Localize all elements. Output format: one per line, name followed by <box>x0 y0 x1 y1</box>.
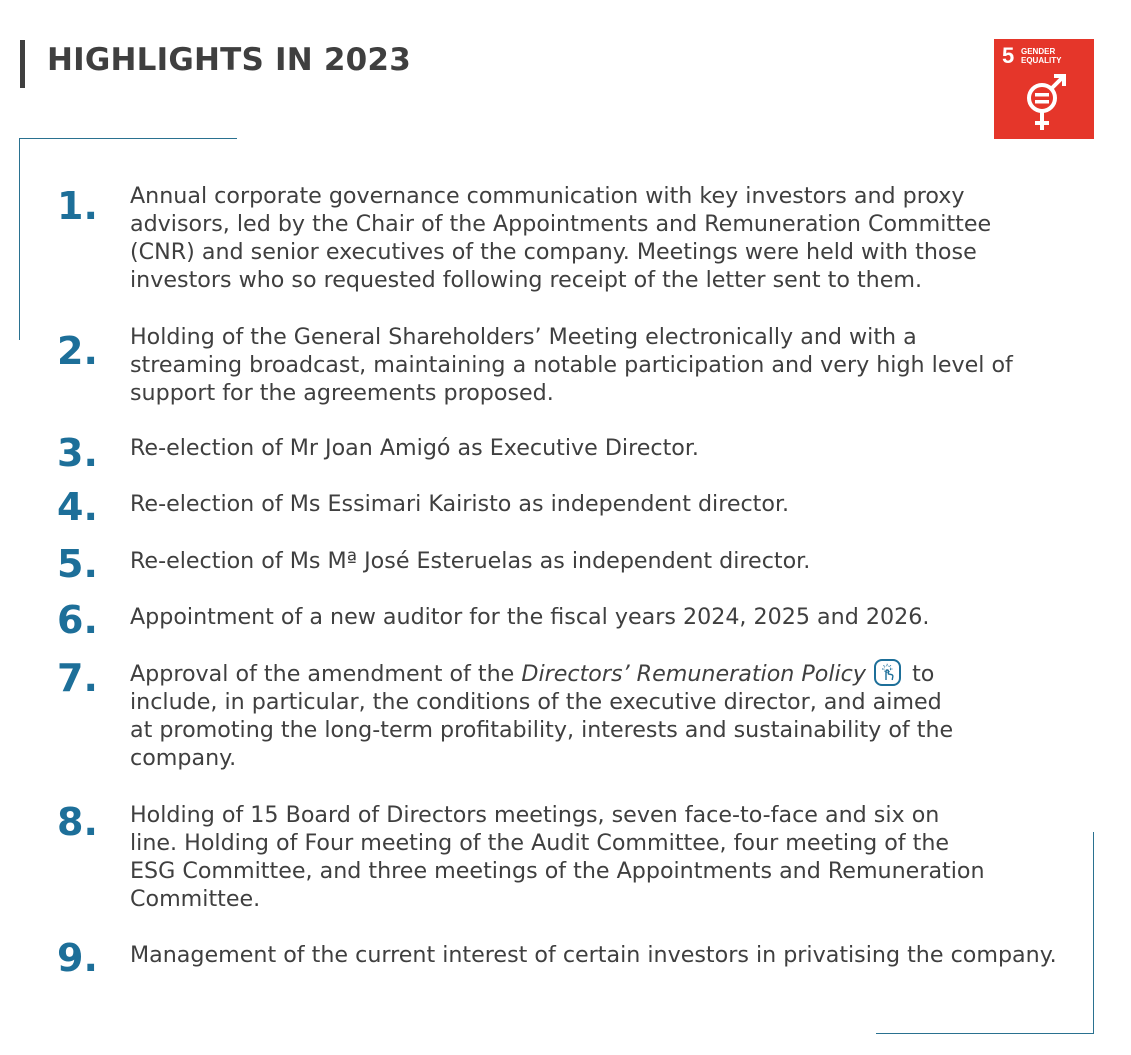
item-text: Holding of 15 Board of Directors meetings, seven face-to-face and six on line. Holding of Four meeting of the Audit Committee, four meeting of the ESG Committee, and three meetings of the Appointments and Remuneration Committee. <box>130 802 985 912</box>
item-number: 6. <box>57 598 98 642</box>
click-hand-icon[interactable] <box>874 659 901 686</box>
sdg-label-line2: EQUALITY <box>1021 56 1062 65</box>
item-text: Management of the current interest of certain investors in privatising the company. <box>130 942 1057 968</box>
item-number: 1. <box>57 184 98 228</box>
item-number: 7. <box>57 656 98 700</box>
frame-corner-bottom-right <box>876 1033 1094 1034</box>
frame-corner-top-left <box>19 138 237 139</box>
item-text: Re-election of Ms Mª José Esteruelas as independent director. <box>130 548 811 574</box>
item-number: 9. <box>57 936 98 980</box>
item-text <box>130 659 1070 772</box>
directors-remuneration-policy-link[interactable]: Directors’ Remuneration Policy <box>521 661 867 687</box>
item-number: 5. <box>57 542 98 586</box>
item-number: 8. <box>57 800 98 844</box>
item-text: Holding of the General Shareholders’ Meeting electronically and with a streaming broadcast, maintaining a notable participation and very high level of support for the agreements proposed. <box>130 324 1013 406</box>
sdg-number: 5 <box>1002 43 1015 68</box>
frame-corner-bottom-right-vertical <box>1093 832 1094 1034</box>
item-number: 2. <box>57 329 98 373</box>
title-accent-bar <box>20 40 25 88</box>
sdg-label-line1: GENDER <box>1021 47 1056 56</box>
item-number: 3. <box>57 431 98 475</box>
page-title: HIGHLIGHTS IN 2023 <box>47 42 411 78</box>
item-text-before: Approval of the amendment of the <box>130 661 522 687</box>
sdg-5-badge <box>994 39 1094 139</box>
item-text: Annual corporate governance communication with key investors and proxy advisors, led by the Chair of the Appointments and Remuneration Committee (CNR) and senior executives of the company. Meetings were held with those investors who so requested following receipt of the letter sent to them. <box>130 183 992 293</box>
item-text: Appointment of a new auditor for the fiscal years 2024, 2025 and 2026. <box>130 604 930 630</box>
item-text: Re-election of Mr Joan Amigó as Executive Director. <box>130 435 699 461</box>
gender-equality-icon <box>1024 72 1070 134</box>
item-text: Re-election of Ms Essimari Kairisto as independent director. <box>130 491 790 517</box>
item-number: 4. <box>57 485 98 529</box>
frame-corner-top-left-vertical <box>19 138 20 340</box>
item-text-after: to include, in particular, the conditions of the executive director, and aimed at promoting the long-term profitability, interests and sustainability of the company. <box>130 661 954 771</box>
sdg-label <box>1021 47 1065 65</box>
